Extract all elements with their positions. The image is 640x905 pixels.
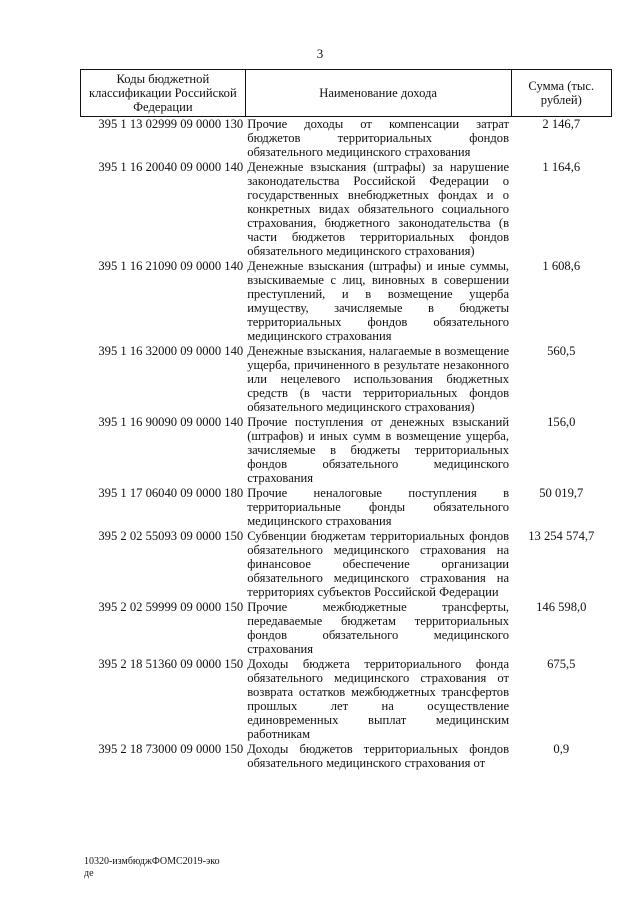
table-row <box>81 742 612 771</box>
row-name: Денежные взыскания, налагаемые в возмещение ущерба, причиненного в результате незаконного или нецелевого использования бюджетных средств (в части территориальных фондов обязательного медицинского страхования) <box>247 344 510 414</box>
table-row <box>81 259 612 344</box>
row-name: Доходы бюджета территориального фонда обязательного медицинского страхования от возврата остатков межбюджетных трансфертов прошлых лет на осуществление единовременных выплат медицинским работникам <box>247 657 510 741</box>
table-row <box>81 486 612 529</box>
row-name: Денежные взыскания (штрафы) за нарушение законодательства Российской Федерации о государственных внебюджетных фондах и о конкретных видах обязательного социального страхования, бюджетного законодательства (в части бюджетов территориальных фондов обязательного медицинского страхования) <box>247 160 510 258</box>
row-code: 395 2 18 51360 09 0000 150 <box>98 657 244 671</box>
row-name: Прочие неналоговые поступления в территориальные фонды обязательного медицинского страхования <box>247 486 510 528</box>
row-name: Денежные взыскания (штрафы) и иные суммы, взыскиваемые с лиц, виновных в совершении преступлений, и в возмещение ущерба имуществу, зачисляемые в бюджеты территориальных фондов обязательного медицинского страхования <box>247 259 510 343</box>
row-code: 395 1 16 20040 09 0000 140 <box>98 160 244 174</box>
table-row <box>81 529 612 600</box>
row-sum: 13 254 574,7 <box>528 529 595 543</box>
table-row <box>81 657 612 742</box>
row-sum: 1 164,6 <box>542 160 581 174</box>
row-name: Прочие поступления от денежных взысканий (штрафов) и иных сумм в возмещение ущерба, зачисляемые в бюджеты территориальных фондов обязательного медицинского страхования <box>247 415 510 485</box>
row-code: 395 1 16 90090 09 0000 140 <box>98 415 244 429</box>
row-code: 395 2 18 73000 09 0000 150 <box>98 742 244 756</box>
row-code: 395 1 16 32000 09 0000 140 <box>98 344 244 358</box>
row-sum: 675,5 <box>547 657 576 671</box>
row-sum: 156,0 <box>547 415 576 429</box>
row-code: 395 2 02 55093 09 0000 150 <box>98 529 244 543</box>
row-name: Доходы бюджетов территориальных фондов обязательного медицинского страхования от <box>247 742 510 770</box>
row-name: Прочие межбюджетные трансферты, передаваемые бюджетам территориальных фондов обязательного медицинского страхования <box>247 600 510 656</box>
row-sum: 1 608,6 <box>542 259 581 273</box>
row-code: 395 1 16 21090 09 0000 140 <box>98 259 244 273</box>
row-name: Субвенции бюджетам территориальных фондов обязательного медицинского страхования на финансовое обеспечение организации обязательного медицинского страхования на территориях субъектов Российской Федерации <box>247 529 510 599</box>
header-sum: Сумма (тыс. рублей) <box>511 70 611 117</box>
row-sum: 560,5 <box>547 344 576 358</box>
row-sum: 0,9 <box>553 742 570 756</box>
row-sum: 2 146,7 <box>542 117 581 131</box>
table-row <box>81 344 612 415</box>
income-table <box>80 69 612 771</box>
document-footer: 10320-измбюджФОМС2019-эко де <box>84 856 220 879</box>
header-name: Наименование дохода <box>245 70 511 117</box>
row-code: 395 2 02 59999 09 0000 150 <box>98 600 244 614</box>
table-header-row <box>81 70 612 117</box>
header-code: Коды бюджетной классификации Российской Федерации <box>81 70 246 117</box>
row-name: Прочие доходы от компенсации затрат бюджетов территориальных фондов обязательного медицинского страхования <box>247 117 510 159</box>
row-sum: 50 019,7 <box>539 486 584 500</box>
table-row <box>81 160 612 259</box>
row-code: 395 1 13 02999 09 0000 130 <box>98 117 244 131</box>
page-number: 3 <box>316 46 324 61</box>
table-row <box>81 117 612 161</box>
table-row <box>81 415 612 486</box>
row-code: 395 1 17 06040 09 0000 180 <box>98 486 244 500</box>
row-sum: 146 598,0 <box>536 600 587 614</box>
table-row <box>81 600 612 657</box>
